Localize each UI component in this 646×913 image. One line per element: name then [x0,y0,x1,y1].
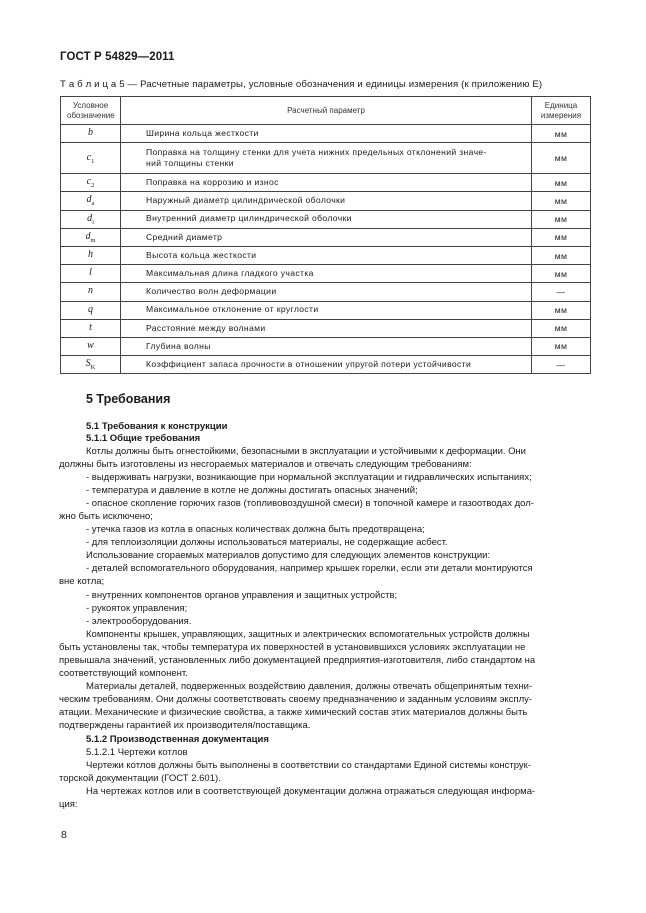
paragraph-line: Материалы деталей, подверженных воздействию давления, должны отвечать общепринятым техни- [86,681,533,693]
unit-cell: мм [532,125,591,143]
table-row [61,246,591,264]
table-row [61,143,591,174]
parameter-cell: Поправка на толщину стенки для учета нижних предельных отклонений значе- ний толщины стенки [121,143,532,174]
table-row [61,337,591,355]
parameter-cell: Максимальное отклонение от круглости [121,301,532,319]
table-header-row [61,97,591,125]
unit-cell: мм [532,192,591,210]
table-row [61,265,591,283]
symbol-cell: h [61,246,121,264]
heading-5-1-2: 5.1.2 Производственная документация [86,733,269,745]
symbol-cell: $d_i$ [61,210,121,228]
table-row [61,174,591,192]
parameter-cell: Высота кольца жесткости [121,246,532,264]
symbol-cell: $d_a$ [61,192,121,210]
list-item: - электрооборудования. [86,615,192,627]
paragraph-line: Чертежи котлов должны быть выполнены в соответствии со стандартами Единой системы конструк- [86,759,531,771]
list-item: - опасное скопление горючих газов (топливовоздушной смеси) в топочной камере и газоотводах дол- [86,497,534,509]
col-header-unit: Единица измерения [532,97,591,125]
heading-5-1-2-1: 5.1.2.1 Чертежи котлов [86,746,188,758]
table-row [61,210,591,228]
parameter-cell: Ширина кольца жесткости [121,125,532,143]
parameter-cell: Коэффициент запаса прочности в отношении упругой потери устойчивости [121,356,532,374]
parameter-cell: Глубина волны [121,337,532,355]
symbol-cell: $d_m$ [61,228,121,246]
list-item-continued: жно быть исключено; [59,510,153,522]
symbol-cell: $c_2$ [61,174,121,192]
unit-cell: мм [532,337,591,355]
symbol-cell: t [61,319,121,337]
heading-5-1-1: 5.1.1 Общие требования [86,432,201,444]
list-item: - утечка газов из котла в опасных количествах должна быть предотвращена; [86,524,425,536]
paragraph-line: соответствующий компонент. [59,668,188,680]
unit-cell: мм [532,228,591,246]
list-item: - для теплоизоляции должны использоваться материалы, не содержащие асбест. [86,537,448,549]
symbol-cell: $S_K$ [61,356,121,374]
page-number: 8 [61,829,67,841]
list-item: - выдерживать нагрузки, возникающие при нормальной эксплуатации и гидравлических испытаниях; [86,471,532,483]
parameter-cell: Максимальная длина гладкого участка [121,265,532,283]
paragraph-line: Компоненты крышек, управляющих, защитных и электрических вспомогательных устройств должны [86,628,530,640]
list-item: - внутренних компонентов органов управления и защитных устройств; [86,589,398,601]
paragraph-line: торской документации (ГОСТ 2.601). [59,772,221,784]
table-row [61,192,591,210]
symbol-cell: b [61,125,121,143]
paragraph-line: Использование сгораемых материалов допустимо для следующих элементов конструкции: [86,550,491,562]
paragraph-line: превышала значений, установленных либо документацией предприятия-изготовителя, либо стандартом на [59,655,536,666]
parameter-cell: Средний диаметр [121,228,532,246]
paragraph-line: На чертежах котлов или в соответствующей документации должна отражаться следующая информа- [86,785,536,797]
parameter-cell: Наружный диаметр цилиндрической оболочки [121,192,532,210]
paragraph-line: ческим требованиям. Они должны соответствовать своему предназначению и заданным условиям эксплу- [59,694,533,706]
unit-cell: мм [532,301,591,319]
table-row [61,301,591,319]
paragraph-line: должны быть изготовлены из несгораемых материалов и отвечать следующим требованиям: [59,458,472,470]
paragraph-line: ция: [59,799,78,811]
paragraph-line: быть установлены так, чтобы температура их поверхностей в установившихся условиях эксплуатации не [59,641,526,653]
unit-cell: мм [532,246,591,264]
table-row [61,125,591,143]
unit-cell: мм [532,265,591,283]
table-row [61,228,591,246]
paragraph-line: атации. Механические и физические свойства, а также химический состав этих материалов должны быть [59,707,528,719]
symbol-cell: $c_1$ [61,143,121,174]
parameter-cell: Поправка на коррозию и износ [121,174,532,192]
parameter-cell: Количество волн деформации [121,283,532,301]
symbol-cell: n [61,283,121,301]
section-body [59,420,592,811]
paragraph-line: Котлы должны быть огнестойкими, безопасными в эксплуатации и устойчивыми к деформации. Они [86,445,526,457]
unit-cell: мм [532,174,591,192]
symbol-cell: l [61,265,121,283]
section-title: 5 Требования [86,392,171,406]
unit-cell: мм [532,319,591,337]
standard-header: ГОСТ Р 54829—2011 [60,51,175,63]
col-header-parameter: Расчетный параметр [121,97,532,125]
col-header-symbol: Условное обозначение [61,97,121,125]
heading-5-1: 5.1 Требования к конструкции [86,421,228,432]
parameters-table [60,96,591,374]
unit-cell: мм [532,143,591,174]
list-item: - рукояток управления; [86,602,188,614]
table-row [61,283,591,301]
paragraph-line: подтверждены гарантией их производителя/поставщика. [59,720,311,732]
list-item-continued: вне котла; [59,576,105,588]
parameter-cell: Внутренний диаметр цилиндрической оболочки [121,210,532,228]
unit-cell: — [532,356,591,374]
unit-cell: — [532,283,591,301]
parameter-cell: Расстояние между волнами [121,319,532,337]
symbol-cell: q [61,301,121,319]
list-item: - деталей вспомогательного оборудования, например крышек горелки, если эти детали монтируются [86,563,533,575]
symbol-cell: w [61,337,121,355]
table-caption: Т а б л и ц а 5 — Расчетные параметры, условные обозначения и единицы измерения (к приложению Е) [60,79,543,90]
list-item: - температура и давление в котле не должны достигать опасных значений; [86,484,418,496]
unit-cell: мм [532,210,591,228]
table-row [61,356,591,374]
table-row [61,319,591,337]
